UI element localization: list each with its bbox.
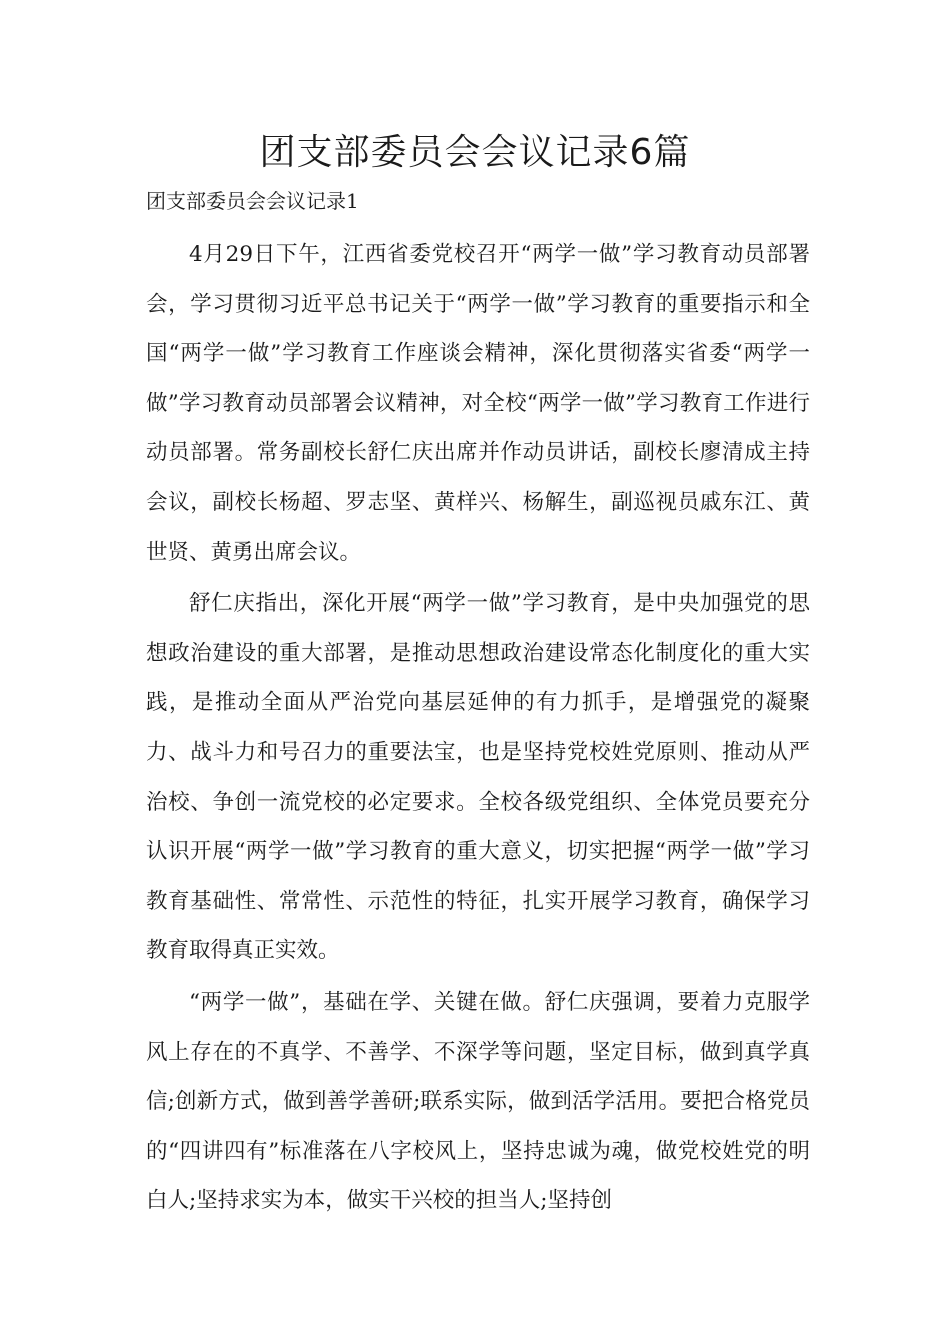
document-title: 团支部委员会会议记录6篇 xyxy=(259,132,691,173)
paragraph: “两学一做”，基础在学、关键在做。舒仁庆强调，要着力克服学风上存在的不真学、不善学、不深学等问题，坚定目标，做到真学真信;创新方式，做到善学善研;联系实际，做到活学活用。要把合格党员的“四讲四有”标准落在八字校风上，坚持忠诚为魂，做党校姓党的明白人;坚持求实为本，做实干兴校的担当人;坚持创 xyxy=(146,989,810,1214)
paragraph: 舒仁庆指出，深化开展“两学一做”学习教育，是中央加强党的思想政治建设的重大部署，是推动思想政治建设常态化制度化的重大实践，是推动全面从严治党向基层延伸的有力抓手，是增强党的凝聚力、战斗力和号召力的重要法宝，也是坚持党校姓党原则、推动从严治校、争创一流党校的必定要求。全校各级党组织、全体党员要充分认识开展“两学一做”学习教育的重大意义，切实把握“两学一做”学习教育基础性、常常性、示范性的特征，扎实开展学习教育，确保学习教育取得真正实效。 xyxy=(146,591,810,964)
document-body xyxy=(146,230,810,1228)
paragraph: 4月29日下午，江西省委党校召开“两学一做”学习教育动员部署会，学习贯彻习近平总书记关于“两学一做”学习教育的重要指示和全国“两学一做”学习教育工作座谈会精神，深化贯彻落实省委“两学一做”学习教育动员部署会议精神，对全校“两学一做”学习教育工作进行动员部署。常务副校长舒仁庆出席并作动员讲话，副校长廖清成主持会议，副校长杨超、罗志坚、黄样兴、杨解生，副巡视员戚东江、黄世贤、黄勇出席会议。 xyxy=(146,242,810,565)
section-heading: 团支部委员会会议记录1 xyxy=(146,189,359,213)
